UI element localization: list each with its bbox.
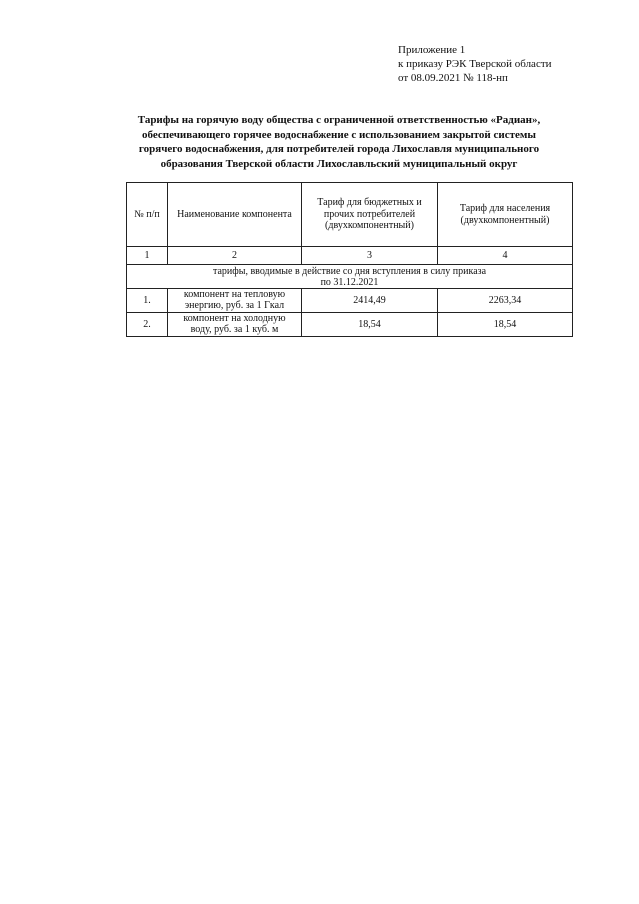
column-number: 3: [302, 247, 438, 265]
column-number: 2: [168, 247, 302, 265]
table-row: [127, 313, 573, 337]
row-name-line-2: энергию, руб. за 1 Гкал: [184, 299, 285, 311]
row-name-line-2: воду, руб. за 1 куб. м: [190, 323, 279, 335]
row-budget-value: 18,54: [302, 313, 438, 337]
table-header-row: [127, 183, 573, 247]
header-budget-tariff: Тариф для бюджетных и прочих потребителей (двухкомпонентный): [302, 183, 438, 247]
title-line-4: образования Тверской области Лихославльский муниципальный округ: [160, 157, 518, 170]
row-name-line-1: компонент на тепловую: [183, 289, 286, 300]
period-line-2: по 31.12.2021: [320, 276, 379, 288]
appendix-line-3: от 08.09.2021 № 118-нп: [398, 72, 508, 84]
period-cell: [127, 265, 573, 289]
row-population-value: 2263,34: [438, 289, 573, 313]
period-row: [127, 265, 573, 289]
row-num: 2.: [127, 313, 168, 337]
row-budget-value: 2414,49: [302, 289, 438, 313]
title-line-2: обеспечивающего горячее водоснабжение с использованием закрытой системы: [142, 128, 536, 141]
row-name: [168, 289, 302, 313]
header-name: Наименование компонента: [168, 183, 302, 247]
row-name-line-1: компонент на холодную: [183, 313, 286, 324]
document-title: [100, 113, 578, 171]
tariff-table: [126, 182, 573, 337]
header-num: № п/п: [127, 183, 168, 247]
appendix-line-2: к приказу РЭК Тверской области: [398, 58, 552, 70]
row-num: 1.: [127, 289, 168, 313]
row-name: [168, 313, 302, 337]
appendix-block: [398, 43, 552, 85]
header-population-tariff: Тариф для населения (двухкомпонентный): [438, 183, 573, 247]
row-population-value: 18,54: [438, 313, 573, 337]
period-line-1: тарифы, вводимые в действие со дня вступления в силу приказа: [212, 265, 487, 277]
title-line-3: горячего водоснабжения, для потребителей города Лихославля муниципального: [138, 143, 540, 155]
column-number: 4: [438, 247, 573, 265]
appendix-line-1: Приложение 1: [398, 44, 466, 56]
column-number: 1: [127, 247, 168, 265]
title-line-1: Тарифы на горячую воду общества с ограниченной ответственностью «Радиан»,: [137, 114, 541, 126]
column-number-row: [127, 247, 573, 265]
table-row: [127, 289, 573, 313]
